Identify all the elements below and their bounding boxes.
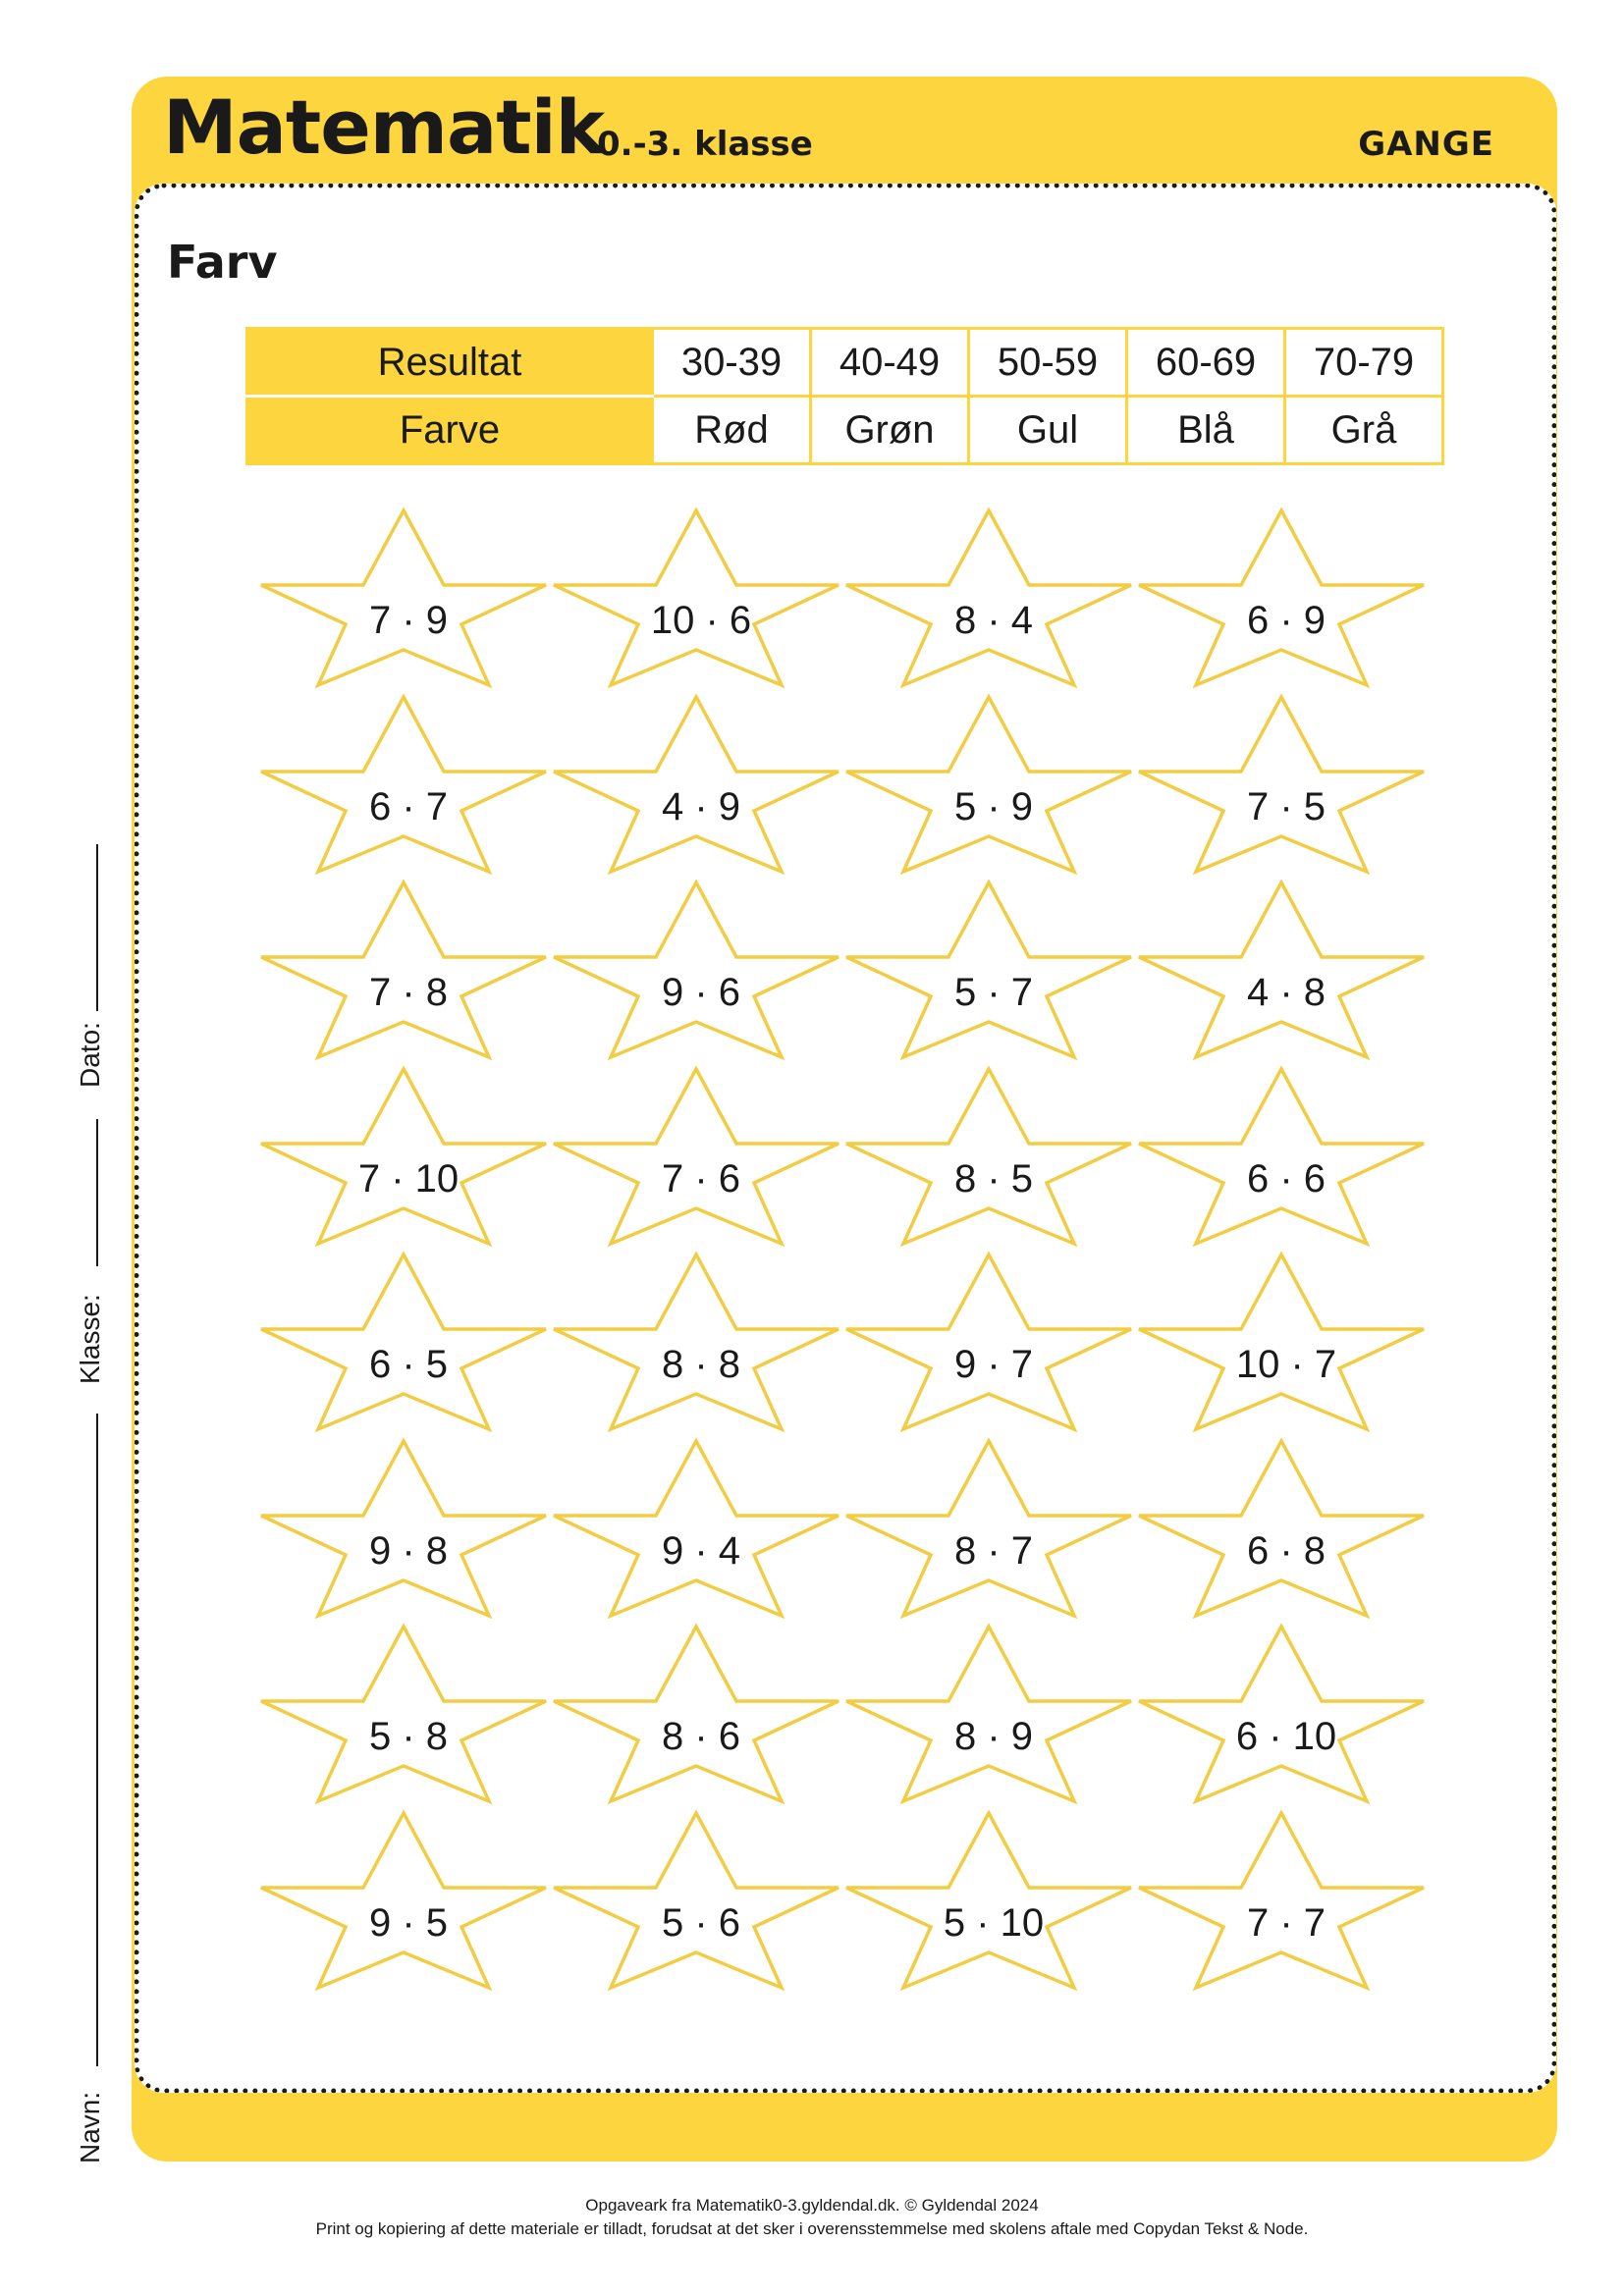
star-task[interactable]	[261, 1061, 556, 1248]
footer-line-1: Opgaveark fra Matematik0-3.gyldendal.dk. © Gyldendal 2024	[585, 2196, 1039, 2215]
star-expression: 5 · 6	[661, 1900, 741, 1945]
star-outline	[1139, 875, 1434, 1061]
class-line	[96, 1119, 98, 1266]
star-task[interactable]	[1139, 1247, 1434, 1433]
date-label: Dato:	[75, 1022, 105, 1088]
topic-label: GANGE	[1358, 125, 1494, 164]
star-expression: 5 · 8	[368, 1715, 449, 1758]
grade-label: 0.-3. klasse	[597, 125, 813, 164]
star-expression: 6 · 5	[368, 1343, 449, 1386]
name-label: Navn:	[75, 2091, 105, 2163]
star-outline	[846, 1061, 1141, 1248]
star-outline	[846, 1805, 1141, 1992]
star-expression: 7 · 7	[1246, 1900, 1326, 1945]
star-expression: 4 · 9	[661, 784, 741, 828]
star-task[interactable]	[1139, 1619, 1434, 1805]
range-cell: 70-79	[1285, 329, 1443, 397]
star-outline	[261, 503, 556, 689]
star-outline	[261, 1433, 556, 1620]
star-expression: 10 · 7	[1235, 1343, 1337, 1386]
star-expression: 9 · 5	[368, 1900, 449, 1945]
brand-title: Matematik	[163, 83, 605, 171]
range-cell: 50-59	[969, 329, 1127, 397]
color-cell: Blå	[1127, 397, 1285, 464]
range-cell: 30-39	[653, 329, 811, 397]
star-outline	[554, 689, 848, 876]
star-grid	[261, 503, 1439, 1995]
star-task[interactable]	[846, 1433, 1141, 1620]
star-task[interactable]	[261, 1247, 556, 1433]
star-expression: 9 · 4	[661, 1528, 741, 1573]
star-task[interactable]	[261, 1433, 556, 1620]
result-row	[247, 329, 1443, 397]
star-expression: 8 · 9	[953, 1715, 1034, 1758]
star-expression: 5 · 7	[953, 971, 1034, 1014]
star-expression: 9 · 6	[661, 971, 741, 1014]
color-label: Farve	[247, 397, 653, 464]
star-expression: 4 · 8	[1246, 971, 1326, 1014]
star-task[interactable]	[1139, 1433, 1434, 1620]
star-task[interactable]	[846, 503, 1141, 689]
star-task[interactable]	[261, 503, 556, 689]
star-expression: 8 · 7	[953, 1528, 1034, 1573]
star-expression: 7 · 9	[368, 599, 449, 642]
star-outline	[846, 1433, 1141, 1620]
star-expression: 6 · 6	[1246, 1156, 1326, 1201]
color-key-table	[245, 327, 1444, 465]
star-outline	[261, 689, 556, 876]
star-outline	[1139, 1247, 1434, 1433]
range-cell: 40-49	[811, 329, 969, 397]
star-task[interactable]	[261, 1619, 556, 1805]
star-outline	[1139, 1061, 1434, 1248]
star-outline	[554, 1433, 848, 1620]
star-task[interactable]	[1139, 503, 1434, 689]
star-task[interactable]	[1139, 689, 1434, 876]
star-task[interactable]	[1139, 1805, 1434, 1992]
task-title: Farv	[167, 236, 278, 289]
color-cell: Grå	[1285, 397, 1443, 464]
star-outline	[554, 1061, 848, 1248]
star-expression: 8 · 6	[661, 1715, 741, 1758]
color-row	[247, 397, 1443, 464]
star-task[interactable]	[554, 1805, 848, 1992]
star-task[interactable]	[554, 689, 848, 876]
star-outline	[846, 1247, 1141, 1433]
star-expression: 8 · 4	[953, 599, 1034, 642]
star-task[interactable]	[846, 1061, 1141, 1248]
star-task[interactable]	[846, 1805, 1141, 1992]
star-outline	[1139, 1433, 1434, 1620]
star-task[interactable]	[846, 1619, 1141, 1805]
star-expression: 8 · 8	[661, 1343, 741, 1386]
color-cell: Rød	[653, 397, 811, 464]
star-outline	[554, 1619, 848, 1805]
result-label: Resultat	[247, 329, 653, 397]
star-expression: 7 · 10	[357, 1156, 460, 1201]
date-line	[96, 844, 98, 1011]
name-line	[96, 1414, 98, 2066]
star-task[interactable]	[261, 1805, 556, 1992]
star-expression: 10 · 6	[650, 599, 752, 642]
star-task[interactable]	[846, 1247, 1141, 1433]
class-label: Klasse:	[75, 1294, 105, 1384]
star-expression: 6 · 9	[1246, 599, 1326, 642]
color-cell: Grøn	[811, 397, 969, 464]
star-outline	[554, 875, 848, 1061]
star-task[interactable]	[846, 689, 1141, 876]
footer-line-2: Print og kopiering af dette materiale er tilladt, forudsat at det sker i overensstemmelse med skolens aftale med Copydan Tekst & Node.	[315, 2219, 1309, 2238]
star-expression: 6 · 7	[368, 784, 449, 828]
star-task[interactable]	[554, 1247, 848, 1433]
star-task[interactable]	[261, 689, 556, 876]
star-outline	[846, 1619, 1141, 1805]
star-outline	[554, 503, 848, 689]
color-cell: Gul	[969, 397, 1127, 464]
star-expression: 7 · 5	[1246, 784, 1326, 828]
star-task[interactable]	[846, 875, 1141, 1061]
star-outline	[554, 1805, 848, 1992]
star-expression: 9 · 8	[368, 1528, 449, 1573]
star-outline	[554, 1247, 848, 1433]
star-expression: 8 · 5	[953, 1156, 1034, 1201]
star-task[interactable]	[1139, 1061, 1434, 1248]
star-expression: 6 · 8	[1246, 1528, 1326, 1573]
star-task[interactable]	[554, 1619, 848, 1805]
star-expression: 9 · 7	[953, 1343, 1034, 1386]
star-expression: 5 · 10	[943, 1900, 1045, 1945]
star-outline	[846, 875, 1141, 1061]
star-outline	[1139, 1805, 1434, 1992]
star-outline	[261, 1619, 556, 1805]
star-outline	[846, 689, 1141, 876]
star-task[interactable]	[261, 875, 556, 1061]
star-outline	[1139, 689, 1434, 876]
star-expression: 7 · 6	[661, 1156, 741, 1201]
star-outline	[846, 503, 1141, 689]
star-outline	[1139, 1619, 1434, 1805]
star-expression: 6 · 10	[1235, 1715, 1337, 1758]
star-outline	[1139, 503, 1434, 689]
star-task[interactable]	[554, 503, 848, 689]
star-outline	[261, 1805, 556, 1992]
star-outline	[261, 875, 556, 1061]
star-expression: 7 · 8	[368, 971, 449, 1014]
star-expression: 5 · 9	[953, 784, 1034, 828]
star-task[interactable]	[554, 1433, 848, 1620]
star-task[interactable]	[554, 1061, 848, 1248]
star-task[interactable]	[554, 875, 848, 1061]
range-cell: 60-69	[1127, 329, 1285, 397]
star-outline	[261, 1247, 556, 1433]
star-task[interactable]	[1139, 875, 1434, 1061]
star-outline	[261, 1061, 556, 1248]
